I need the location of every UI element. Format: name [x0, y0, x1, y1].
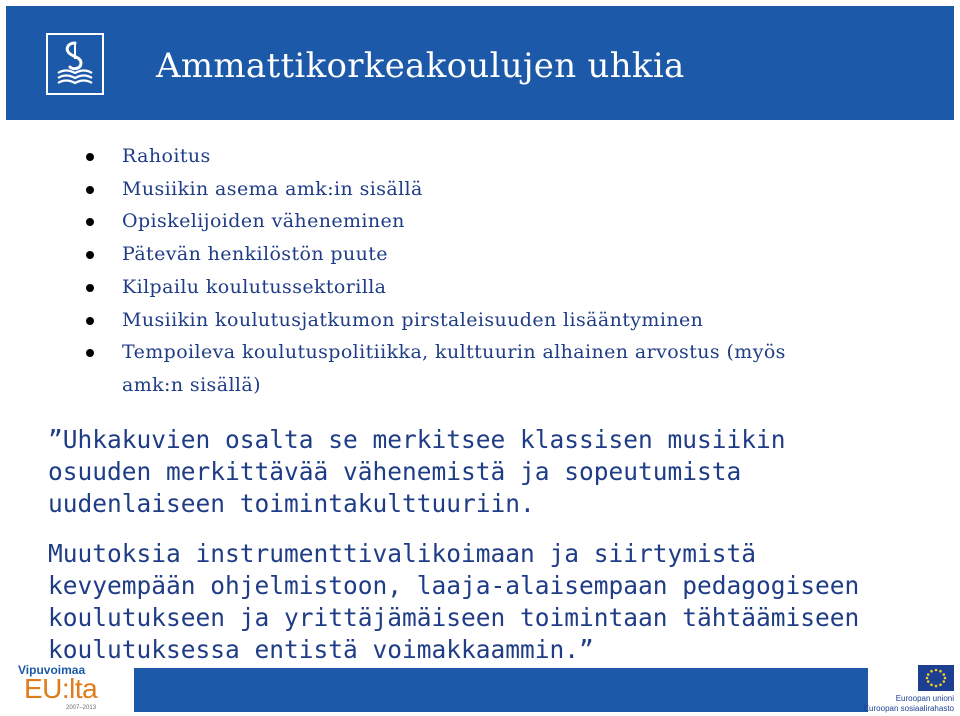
treble-clef-book-icon	[46, 33, 104, 95]
quote-line: osuuden merkittävää vähenemistä ja sopeutumista	[48, 457, 742, 486]
bullet-text: Musiikin koulutusjatkumon pirstaleisuuden lisääntyminen	[122, 308, 704, 331]
bullet-icon	[86, 349, 94, 357]
quote-line: ”Uhkakuvien osalta se merkitsee klassisen musiikin	[48, 425, 786, 454]
slide-title: Ammattikorkeakoulujen uhkia	[156, 46, 685, 86]
quote-line: uudenlaiseen toimintakulttuuriin.	[48, 489, 535, 518]
eulta-mark: EU:lta	[24, 673, 98, 704]
quote-line: Muutoksia instrumenttivalikoimaan ja siirtymistä	[48, 539, 757, 568]
bullet-text: Opiskelijoiden väheneminen	[122, 210, 405, 233]
header-bar	[6, 6, 954, 120]
eu-flag-icon	[918, 665, 954, 691]
bullet-item	[0, 140, 960, 173]
bullet-item	[0, 205, 960, 238]
bullet-text: Tempoileva koulutuspolitiikka, kulttuurin alhainen arvostus (myös amk:n sisällä)	[122, 341, 786, 396]
quote-line: koulutukseen ja yrittäjämäiseen toimintaan tähtäämiseen	[48, 603, 860, 632]
vipuvoimaa-logo	[18, 663, 128, 713]
vipuvoimaa-name: Vipuvoimaa	[18, 663, 86, 677]
bullet-item	[0, 304, 960, 337]
bullet-text: Pätevän henkilöstön puute	[122, 243, 388, 266]
bullet-icon	[86, 251, 94, 259]
bullet-text: Musiikin asema amk:in sisällä	[122, 177, 423, 200]
bullet-item	[0, 238, 960, 271]
bullet-icon	[86, 284, 94, 292]
bullet-icon	[86, 317, 94, 325]
bullet-text: Rahoitus	[122, 145, 211, 167]
bullet-icon	[86, 153, 94, 161]
quote-line: kevyempään ohjelmistoon, laaja-alaisempaan pedagogiseen	[48, 571, 860, 600]
bullet-text: Kilpailu koulutussektorilla	[122, 275, 387, 298]
bullet-icon	[86, 218, 94, 226]
bullet-icon	[86, 186, 94, 194]
eu-union-label: Euroopan unioni	[895, 694, 954, 703]
quote-paragraph-1	[48, 424, 948, 520]
footer-bar	[134, 668, 868, 712]
bullet-item	[0, 336, 960, 401]
eu-logo	[863, 661, 956, 715]
quote-paragraph-2	[48, 538, 948, 666]
eu-fund-label: Euroopan sosiaalirahasto	[863, 704, 954, 713]
program-years: 2007–2013	[66, 705, 97, 711]
quote-line: koulutuksessa entistä voimakkaammin.”	[48, 635, 594, 664]
bullet-list	[0, 140, 960, 402]
bullet-item	[0, 173, 960, 206]
bullet-item	[0, 271, 960, 304]
